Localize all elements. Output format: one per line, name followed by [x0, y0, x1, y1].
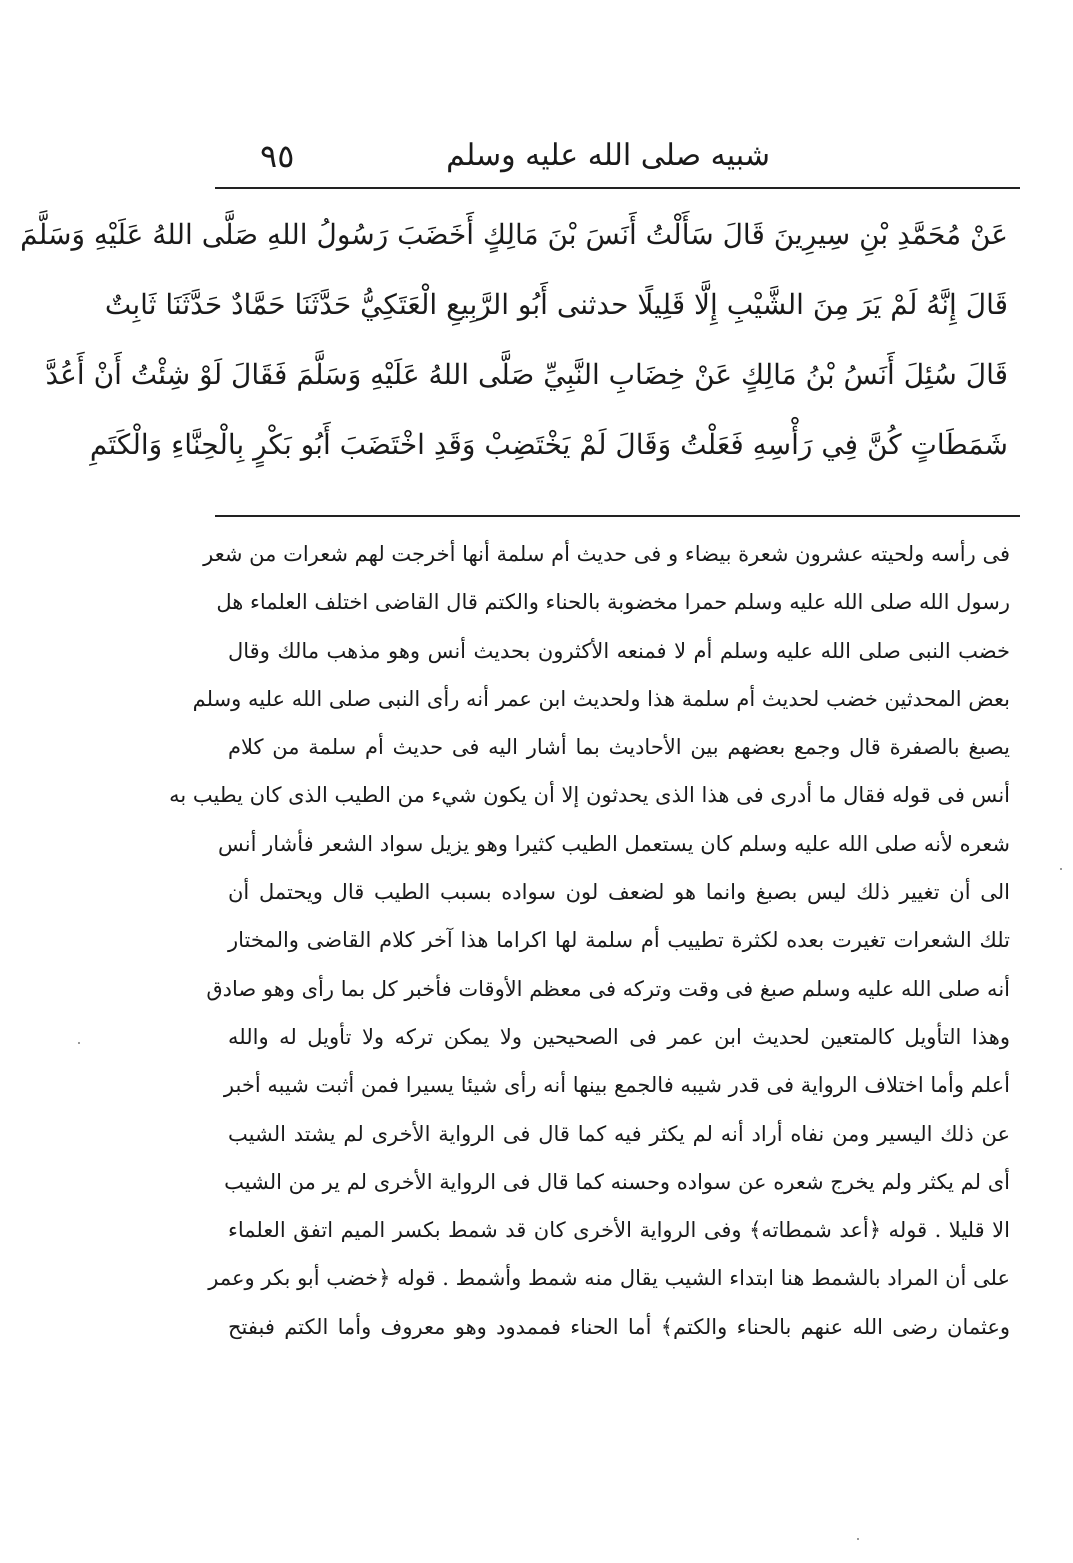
hadith-line: قَالَ سُئِلَ أَنَسُ بْنُ مَالِكٍ عَنْ خِضَابِ النَّبِيِّ صَلَّى اللهُ عَلَيْهِ وَسَلَّمَ فَقَالَ لَوْ شِئْتُ أَنْ أَعُدَّ: [45, 358, 1008, 391]
commentary-line: فى رأسه ولحيته عشرون شعرة بيضاء و فى حديث أم سلمة أنها أخرجت لهم شعرات من شعر: [203, 542, 1010, 566]
commentary-line: بعض المحدثين خضب لحديث أم سلمة هذا ولحديث ابن عمر أنه رأى النبى صلى الله عليه وسلم: [192, 686, 1010, 711]
scan-speck: [1060, 868, 1062, 870]
commentary-text: [169, 530, 1010, 1351]
commentary-divider: [215, 515, 1020, 517]
scan-speck: [857, 1538, 859, 1540]
hadith-line: قَالَ إِنَّهُ لَمْ يَرَ مِنَ الشَّيْبِ إِلَّا قَلِيلًا حدثنى أَبُو الرَّبِيعِ الْعَتَكِيُّ حَدَّثَنَا حَمَّادٌ حَدَّثَنَا ثَابِتٌ: [104, 288, 1008, 321]
commentary-line: الا قليلا . قوله ﴿أعد شمطاته﴾ وفى الرواية الأخرى كان قد شمط بكسر الميم اتفق العلماء: [228, 1218, 1010, 1243]
scan-speck: [78, 1042, 80, 1044]
commentary-line: الى أن تغيير ذلك ليس بصبغ وانما هو لضعف لون سواده بسبب الطيب قال ويحتمل أن: [228, 880, 1010, 905]
page-header: [215, 132, 1020, 180]
commentary-line: خضب النبى صلى الله عليه وسلم أم لا فمنعه الأكثرون بحديث أنس وهو مذهب مالك وقال: [228, 638, 1010, 663]
hadith-line: شَمَطَاتٍ كُنَّ فِي رَأْسِهِ فَعَلْتُ وَقَالَ لَمْ يَخْتَضِبْ وَقَدِ اخْتَضَبَ أَبُو بَكْرٍ بِالْحِنَّاءِ وَالْكَتَمِ: [89, 428, 1008, 461]
commentary-line: وهذا التأويل كالمتعين لحديث ابن عمر فى الصحيحين ولا يمكن تركه ولا تأويل له والله: [228, 1024, 1010, 1049]
commentary-line: أعلم وأما اختلاف الرواية فى قدر شيبه فالجمع بينها أنه رأى شيئا يسيرا فمن أثبت شيبه أخبر: [223, 1073, 1010, 1098]
hadith-line: عَنْ مُحَمَّدِ بْنِ سِيرِينَ قَالَ سَأَلْتُ أَنَسَ بْنَ مَالِكٍ أَخَضَبَ رَسُولُ اللهِ صَلَّى اللهُ عَلَيْهِ وَسَلَّمَ: [20, 218, 1008, 251]
commentary-line: يصبغ بالصفرة قال وجمع بعضهم بين الأحاديث بما أشار اليه فى حديث أم سلمة من كلام: [228, 735, 1010, 760]
header-divider: [215, 187, 1020, 189]
hadith-text: [20, 200, 1008, 480]
commentary-line: تلك الشعرات تغيرت بعده لكثرة تطييب أم سلمة لها اكراما هذا آخر كلام القاضى والمختار: [228, 928, 1010, 953]
running-title: شبيه صلى الله عليه وسلم: [446, 138, 770, 173]
commentary-line: أنس فى قوله فقال ما أدرى فى هذا الذى يحدثون إلا أن يكون شيء من الطيب الذى كان يطيب به: [169, 783, 1010, 808]
commentary-line: رسول الله صلى الله عليه وسلم حمرا مخضوبة بالحناء والكتم قال القاضى اختلف العلماء هل: [216, 590, 1010, 615]
commentary-line: وعثمان رضى الله عنهم بالحناء والكتم﴾ أما الحناء فممدود وهو معروف وأما الكتم فبفتح: [228, 1314, 1010, 1339]
commentary-line: أنه صلى الله عليه وسلم صبغ فى وقت وتركه فى معظم الأوقات فأخبر كل بما رأى وهو صادق: [206, 976, 1010, 1001]
commentary-line: أى لم يكثر ولم يخرج شعره عن سواده وحسنه كما قال فى الرواية الأخرى لم ير من الشيب: [224, 1169, 1010, 1194]
commentary-line: عن ذلك اليسير ومن نفاه أراد أنه لم يكثر فيه كما قال فى الرواية الأخرى لم يشتد الشيب: [228, 1121, 1010, 1146]
page-number: ٩٥: [260, 137, 295, 175]
commentary-line: شعره لأنه صلى الله عليه وسلم كان يستعمل الطيب كثيرا وهو يزيل سواد الشعر فأشار أنس: [217, 831, 1010, 856]
commentary-line: على أن المراد بالشمط هنا ابتداء الشيب يقال منه شمط وأشمط . قوله ﴿خضب أبو بكر وعمر: [208, 1266, 1010, 1291]
